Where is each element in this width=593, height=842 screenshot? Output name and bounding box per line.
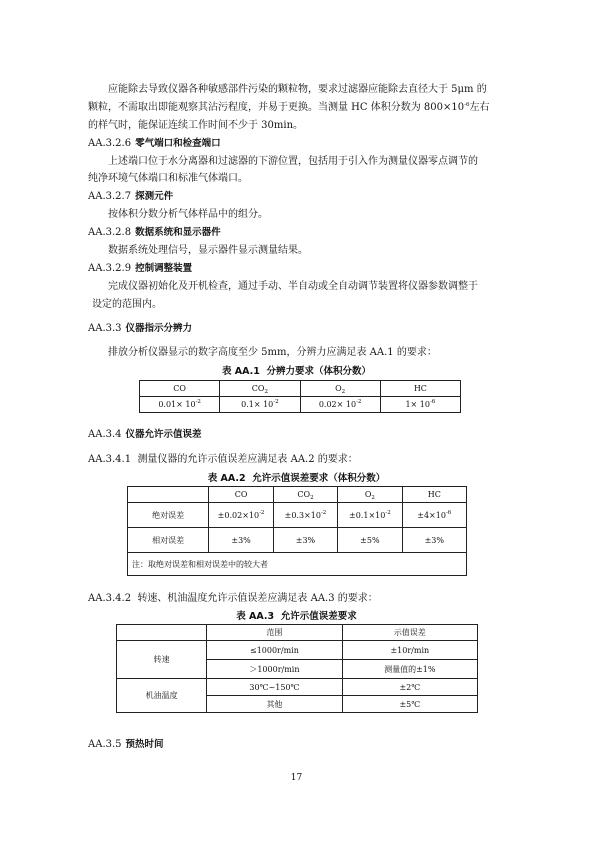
body-text-line: 的样气时，能保证连续工作时间不少于 30min。 [88, 120, 304, 131]
table-row [117, 641, 478, 660]
table-caption: 表 AA.1 分辨力要求（体积分数） [221, 366, 372, 377]
table-cell: ±3% [273, 528, 337, 553]
table-note-row [128, 553, 467, 576]
table-cell: $0.1\times 10^{-2}$ [220, 397, 300, 413]
table-caption: 表 AA.3 允许示值误差要求 [236, 611, 357, 622]
section-heading: AA.3.2.9 控制调整装置 [88, 263, 193, 274]
section-heading: AA.3.2.6 零气端口和检查端口 [88, 138, 221, 149]
table-cell: 30℃~150℃ [207, 679, 342, 696]
table-header-row [117, 625, 478, 641]
body-text-line: 设定的范围内。 [92, 299, 162, 310]
table-cell: ±5℃ [342, 696, 477, 713]
table-header-row [128, 487, 467, 503]
body-text-line: 完成仪器初始化及开机检查，通过手动、半自动或全自动调节装置将仪器参数调整于 [108, 281, 478, 292]
table-row [140, 397, 461, 413]
table-header-row [140, 381, 461, 397]
section-heading: AA.3.3 仪器指示分辨力 [88, 323, 193, 334]
table-cell: $0.02\times 10^{-2}$ [300, 397, 380, 413]
header-o2: $O_2$ [300, 381, 380, 397]
body-text-line: 纯净环境气体端口和标准气体端口。 [88, 173, 248, 184]
header-range: 范围 [207, 625, 342, 641]
row-label: 机油温度 [117, 679, 207, 713]
table-cell: ≤1000r/min [207, 641, 342, 660]
resolution-table [139, 380, 461, 413]
table-cell: $0.01\times 10^{-2}$ [140, 397, 220, 413]
section-heading: AA.3.2.8 数据系统和显示器件 [88, 227, 221, 238]
page-number: 17 [290, 773, 303, 783]
header-error: 示值误差 [342, 625, 477, 641]
table-cell: $\pm 4\times 10^{-6}$ [402, 503, 466, 528]
body-text-line: 按体积分数分析气体样品中的组分。 [108, 209, 268, 220]
header-co: CO [140, 381, 220, 397]
table-cell: ±10r/min [342, 641, 477, 660]
table-cell: $\pm 0.1\times 10^{-2}$ [338, 503, 402, 528]
header-o2: $O_2$ [338, 487, 402, 503]
header-hc: HC [402, 487, 466, 503]
section-heading: AA.3.5 预热时间 [88, 739, 164, 750]
body-text-line: 数据系统处理信号，显示器件显示测量结果。 [108, 245, 308, 256]
table-cell: ±3% [402, 528, 466, 553]
table-cell: ±5% [338, 528, 402, 553]
table-cell [128, 487, 209, 503]
error-table [127, 486, 467, 576]
speed-temp-table [116, 624, 478, 713]
table-caption: 表 AA.2 允许示值误差要求（体积分数） [207, 473, 386, 484]
table-cell: 测量值的±1% [342, 660, 477, 679]
table-cell: $1\times 10^{-6}$ [380, 397, 460, 413]
header-co2: $CO_2$ [220, 381, 300, 397]
body-text-line: 颗粒，不需取出即能观察其沾污程度，并易于更换。当测量 HC 体积分数为 $800\times 10^{-6}$左右 [88, 102, 490, 113]
body-text-line: 应能除去导致仪器各种敏感部件污染的颗粒物，要求过滤器应能除去直径大于 5μm 的 [108, 84, 487, 95]
table-cell: $\pm 0.3\times 10^{-2}$ [273, 503, 337, 528]
body-text-line: 上述端口位于水分离器和过滤器的下游位置，包括用于引入作为测量仪器零点调节的 [108, 156, 478, 167]
table-row [117, 679, 478, 696]
row-label: 相对误差 [128, 528, 209, 553]
header-co2: $CO_2$ [273, 487, 337, 503]
table-cell: 其他 [207, 696, 342, 713]
table-cell: $\pm 0.02\times 10^{-2}$ [209, 503, 273, 528]
table-cell: ＞1000r/min [207, 660, 342, 679]
table-cell [117, 625, 207, 641]
row-label: 绝对误差 [128, 503, 209, 528]
table-note: 注：取绝对误差和相对误差中的较大者 [128, 553, 467, 576]
header-co: CO [209, 487, 273, 503]
table-cell: ±2℃ [342, 679, 477, 696]
header-hc: HC [380, 381, 460, 397]
row-label: 转速 [117, 641, 207, 679]
section-heading: AA.3.4 仪器允许示值误差 [88, 429, 202, 440]
table-row [128, 503, 467, 528]
body-text-line: AA.3.4.1 测量仪器的允许示值误差应满足表 AA.2 的要求： [88, 454, 358, 465]
table-cell: ±3% [209, 528, 273, 553]
body-text-line: 排放分析仪器显示的数字高度至少 5mm，分辨力应满足表 AA.1 的要求： [108, 347, 437, 358]
body-text-line: AA.3.4.2 转速、机油温度允许示值误差应满足表 AA.3 的要求： [88, 593, 378, 604]
table-row [128, 528, 467, 553]
section-heading: AA.3.2.7 探测元件 [88, 191, 174, 202]
